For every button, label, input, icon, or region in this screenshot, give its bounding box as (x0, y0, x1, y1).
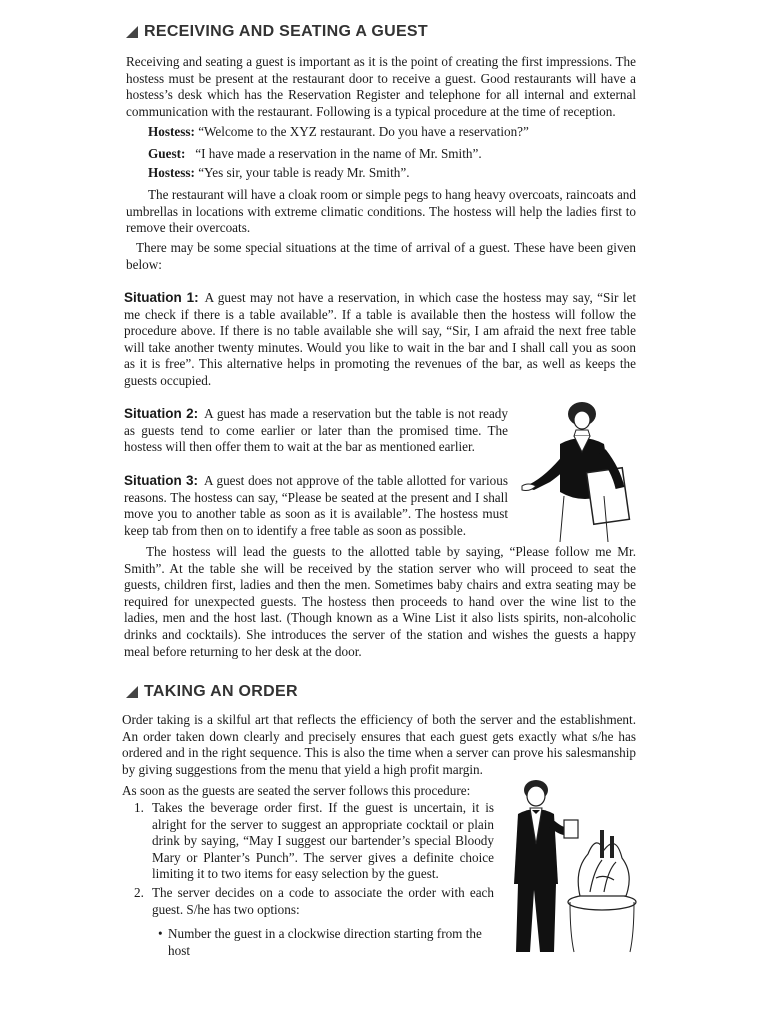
list-item: 1. Takes the beverage order first. If the guest is uncertain, it is alright for the server to suggest an appropriate cocktail or plain drink by saying, “May I suggest our bartender’s special Bloody Mary or Planter’s Punch”. The server gives a definite choice limiting it to two items for easy selection by the guest. (134, 800, 494, 882)
paragraph-intro: Receiving and seating a guest is important as it is the point of creating the first impressions. The hostess must be present at the restaurant door to receive a guest. Good restaurants will have a hostess’s desk which has the Reservation Register and telephone for all internal and external communication with the restaurant. Following is a typical procedure at the time of reception. (126, 54, 636, 119)
triangle-icon (126, 686, 138, 698)
section-heading-receiving (126, 24, 428, 41)
situation-1: Situation 1: A guest may not have a reservation, in which case the hostess may say, “Sir let me check if there is a table available”. If a table is available then the hostess will follow the procedure above. If there is no table available she will say, “Sir, I am afraid the next free table will take another twenty minutes. Would you like to wait in the bar and I shall call you as soon as it is free”. This alternative helps in promoting the revenues of the bar, as well as keeps the guests occupied. (124, 290, 636, 388)
dialog-line-3: Hostess: “Yes sir, your table is ready Mr. Smith”. (148, 165, 410, 180)
dialog-line-2: Guest: “I have made a reservation in the name of Mr. Smith”. (148, 146, 482, 161)
paragraph-cloak: The restaurant will have a cloak room or simple pegs to hang heavy overcoats, raincoats and umbrellas in locations with extreme climatic conditions. The hostess will help the ladies first to remove their overcoats. (126, 187, 636, 236)
situation-3: Situation 3: A guest does not approve of the table allotted for various reasons. The hostess can say, “Please be seated at the present and I shall move you to another table as soon as it is available”. The hostess must keep tab from then on to identify a free table as soon as possible. (124, 473, 508, 538)
paragraph-special: There may be some special situations at the time of arrival of a guest. These have been given below: (126, 240, 636, 272)
dialog-line-1: Hostess: “Welcome to the XYZ restaurant. Do you have a reservation?” (148, 124, 529, 139)
paragraph-order-intro: Order taking is a skilful art that reflects the efficiency of both the server and the establishment. An order taken down clearly and precisely ensures that each guest gets exactly what s/he has ordered and in the right sequence. This is also the time when a server can prove his salesmanship by giving suggestions from the menu that yield a high profit margin. (122, 712, 636, 777)
bullet-item: • Number the guest in a clockwise direction starting from the host (158, 926, 482, 958)
list-item: 2. The server decides on a code to associate the order with each guest. S/he has two options: (134, 884, 494, 917)
waiter-illustration (504, 774, 638, 956)
section-heading-text: RECEIVING AND SEATING A GUEST (144, 23, 428, 40)
situation-2: Situation 2: A guest has made a reservation but the table is not ready as guests tend to come earlier or later than the promised time. The hostess will then offer them to wait at the bar as mentioned earlier. (124, 406, 508, 455)
triangle-icon (126, 26, 138, 38)
paragraph-lead: The hostess will lead the guests to the allotted table by saying, “Please follow me Mr. Smith”. At the table she will be received by the station server who will proceed to seat the guests, children first, ladies and then the men. Sometimes baby chairs and extra seating may be required for unexpected guests. The hostess then proceeds to hand over the wine list to the ladies, men and the host last. (Though known as a Wine List it also lists spirits, non-alcoholic drinks and cocktails). She introduces the server of the station and wishes the guests a happy meal before returning to her desk at the door. (124, 544, 636, 659)
section-heading-order (126, 684, 298, 701)
hostess-illustration (520, 396, 638, 544)
procedure-list (122, 800, 494, 918)
section-heading-text: TAKING AN ORDER (144, 683, 298, 700)
paragraph-procedure-intro: As soon as the guests are seated the server follows this procedure: (122, 783, 471, 798)
